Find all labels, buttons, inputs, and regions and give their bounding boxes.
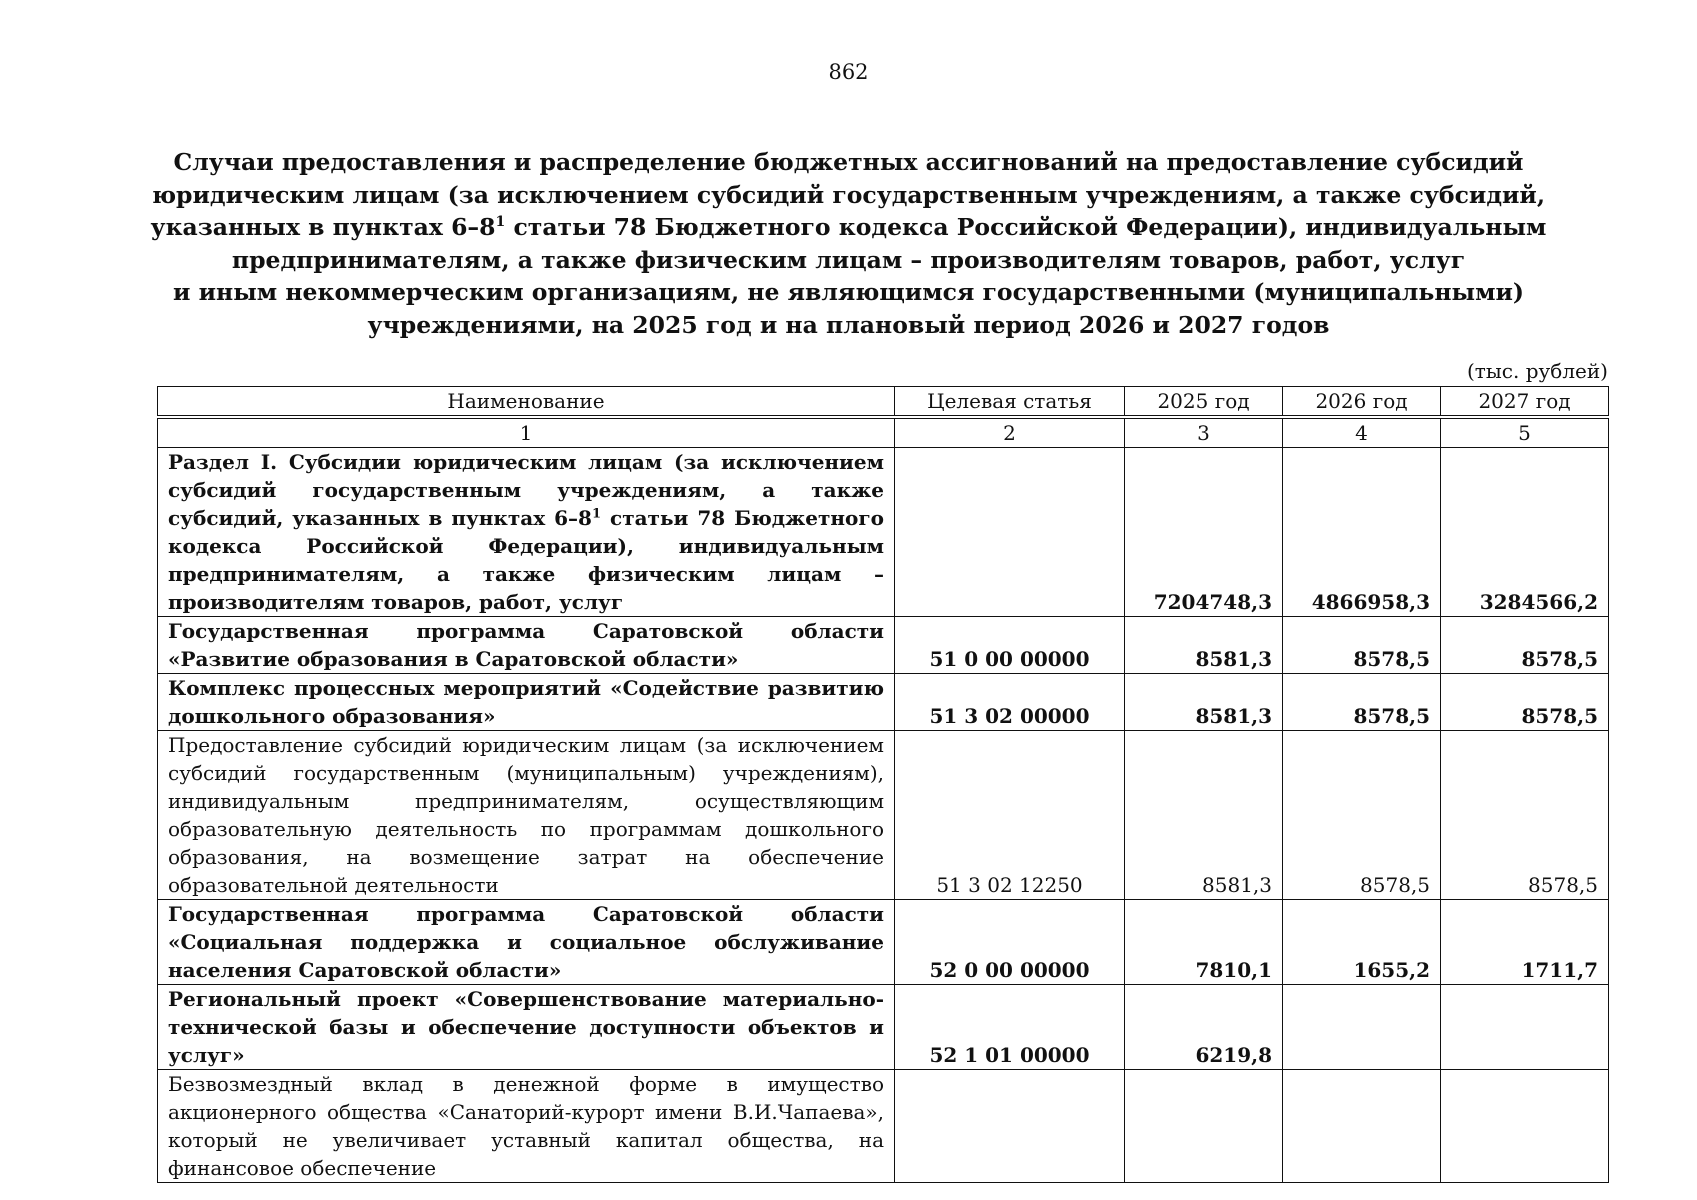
- row-value-2027: 8578,5: [1441, 731, 1609, 900]
- title-line-5: и иным некоммерческим организациям, не являющимся государственными (муниципальными): [172, 278, 1525, 306]
- title-superscript: 1: [495, 214, 506, 231]
- row-name: Комплекс процессных мероприятий «Содействие развитию дошкольного образования»: [158, 674, 895, 731]
- table-row: [158, 900, 1609, 985]
- table-row: [158, 674, 1609, 731]
- row-value-2025: 7204748,3: [1125, 448, 1283, 617]
- title-line-3-end: статьи 78 Бюджетного кодекса Российской Федерации), индивидуальным: [505, 213, 1547, 241]
- table-row: [158, 1070, 1609, 1183]
- row-code: [895, 448, 1125, 617]
- row-name-superscript: 1: [591, 506, 602, 522]
- table-row: [158, 731, 1609, 900]
- title-line-2: юридическим лицам (за исключением субсидий государственным учреждениям, а также субсидий,: [151, 180, 1546, 209]
- row-value-2026: [1283, 985, 1441, 1070]
- row-value-2026: [1283, 1070, 1441, 1183]
- row-value-2026: 8578,5: [1283, 731, 1441, 900]
- row-code: 51 3 02 12250: [895, 731, 1125, 900]
- row-value-2027: [1441, 1070, 1609, 1183]
- row-name: [158, 448, 895, 617]
- row-value-2025: [1125, 1070, 1283, 1183]
- row-value-2027: 1711,7: [1441, 900, 1609, 985]
- row-value-2025: 8581,3: [1125, 617, 1283, 674]
- table-column-numbers-row: [158, 417, 1609, 448]
- header-2027: 2027 год: [1441, 387, 1609, 418]
- row-code: [895, 1070, 1125, 1183]
- row-value-2025: 6219,8: [1125, 985, 1283, 1070]
- column-number: 3: [1125, 417, 1283, 448]
- table-header-row: [158, 387, 1609, 418]
- row-name: Предоставление субсидий юридическим лицам (за исключением субсидий государственным (муниципальным) учреждениям), индивидуальным предпринимателям, осуществляющим образовательную деятельность по программам дошкольного образования, на возмещение затрат на обеспечение образовательной деятельности: [158, 731, 895, 900]
- row-code: 52 0 00 00000: [895, 900, 1125, 985]
- units-label: (тыс. рублей): [1467, 359, 1608, 383]
- title-line-3-start: указанных в пунктах 6–8: [150, 213, 496, 241]
- header-2025: 2025 год: [1125, 387, 1283, 418]
- table-row: [158, 985, 1609, 1070]
- column-number: 1: [158, 417, 895, 448]
- column-number: 4: [1283, 417, 1441, 448]
- title-line-6: учреждениями, на 2025 год и на плановый период 2026 и 2027 годов: [367, 310, 1330, 339]
- row-value-2026: 1655,2: [1283, 900, 1441, 985]
- row-name: Государственная программа Саратовской области «Развитие образования в Саратовской области»: [158, 617, 895, 674]
- row-name-start: Раздел I. Субсидии юридическим лицам (за исключением субсидий государственным учреждениям, а также субсидий, указанных в пунктах 6–8: [168, 450, 884, 530]
- header-name: Наименование: [158, 387, 895, 418]
- row-value-2026: 8578,5: [1283, 674, 1441, 731]
- row-code: 51 3 02 00000: [895, 674, 1125, 731]
- row-code: 51 0 00 00000: [895, 617, 1125, 674]
- row-value-2027: 3284566,2: [1441, 448, 1609, 617]
- row-value-2027: 8578,5: [1441, 617, 1609, 674]
- page-number: 862: [828, 60, 869, 84]
- budget-table: [157, 386, 1609, 1183]
- title-line-3: [150, 211, 1547, 244]
- row-value-2026: 8578,5: [1283, 617, 1441, 674]
- column-number: 2: [895, 417, 1125, 448]
- row-name-end: статьи 78 Бюджетного кодекса Российской Федерации), индивидуальным предпринимателям, а также физическим лицам – производителям товаров, работ, услуг: [168, 506, 884, 614]
- column-number: 5: [1441, 417, 1609, 448]
- document-title: [150, 146, 1547, 341]
- row-name: Государственная программа Саратовской области «Социальная поддержка и социальное обслуживание населения Саратовской области»: [158, 900, 895, 985]
- row-value-2027: 8578,5: [1441, 674, 1609, 731]
- title-line-4: предпринимателям, а также физическим лицам – производителям товаров, работ, услуг: [231, 245, 1466, 274]
- title-line-1: Случаи предоставления и распределение бюджетных ассигнований на предоставление субсидий: [173, 148, 1524, 176]
- row-value-2025: 8581,3: [1125, 674, 1283, 731]
- row-name: Безвозмездный вклад в денежной форме в имущество акционерного общества «Санаторий-курорт имени В.И.Чапаева», который не увеличивает уставный капитал общества, на финансовое обеспечение: [158, 1070, 895, 1183]
- table-row: [158, 448, 1609, 617]
- table-row: [158, 617, 1609, 674]
- row-code: 52 1 01 00000: [895, 985, 1125, 1070]
- row-value-2025: 7810,1: [1125, 900, 1283, 985]
- header-code: Целевая статья: [895, 387, 1125, 418]
- header-2026: 2026 год: [1283, 387, 1441, 418]
- row-name: Региональный проект «Совершенствование материально-технической базы и обеспечение доступности объектов и услуг»: [158, 985, 895, 1070]
- row-value-2027: [1441, 985, 1609, 1070]
- row-value-2026: 4866958,3: [1283, 448, 1441, 617]
- row-value-2025: 8581,3: [1125, 731, 1283, 900]
